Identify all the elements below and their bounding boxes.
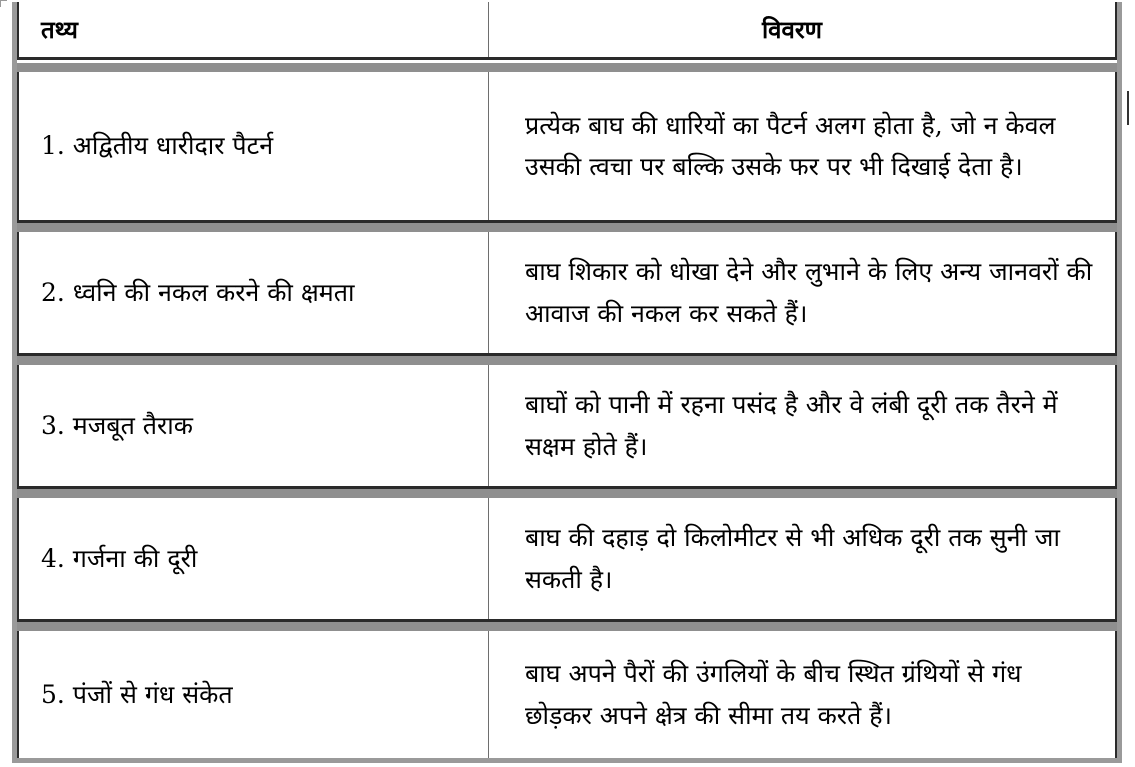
table-row: [17, 356, 1117, 489]
fact-cell: 3. मजबूत तैराक: [17, 365, 489, 486]
fact-cell: 1. अद्वितीय धारीदार पैटर्न: [17, 72, 489, 220]
fact-cell: 4. गर्जना की दूरी: [17, 498, 489, 619]
table-row: [17, 489, 1117, 622]
description-cell: बाघ अपने पैरों की उंगलियों के बीच स्थित ग्रंथियों से गंध छोड़कर अपने क्षेत्र की सीमा तय करते हैं।: [489, 631, 1117, 758]
header-description: विवरण: [489, 2, 1117, 57]
table-row: [17, 622, 1117, 758]
facts-table: [12, 2, 1122, 763]
description-cell: बाघों को पानी में रहना पसंद है और वे लंबी दूरी तक तैरने में सक्षम होते हैं।: [489, 365, 1117, 486]
description-cell: बाघ शिकार को धोखा देने और लुभाने के लिए अन्य जानवरों की आवाज की नकल कर सकते हैं।: [489, 232, 1117, 353]
fact-cell: 2. ध्वनि की नकल करने की क्षमता: [17, 232, 489, 353]
table-row: [17, 223, 1117, 356]
table-row: [17, 63, 1117, 223]
fact-cell: 5. पंजों से गंध संकेत: [17, 631, 489, 758]
text-cursor-mark: [1127, 91, 1129, 125]
description-cell: प्रत्येक बाघ की धारियों का पैटर्न अलग होता है, जो न केवल उसकी त्वचा पर बल्कि उसके फर पर भी दिखाई देता है।: [489, 72, 1117, 220]
table-header-row: [17, 2, 1117, 60]
description-cell: बाघ की दहाड़ दो किलोमीटर से भी अधिक दूरी तक सुनी जा सकती है।: [489, 498, 1117, 619]
header-fact: तथ्य: [17, 2, 489, 57]
corner-mark: [0, 0, 7, 7]
